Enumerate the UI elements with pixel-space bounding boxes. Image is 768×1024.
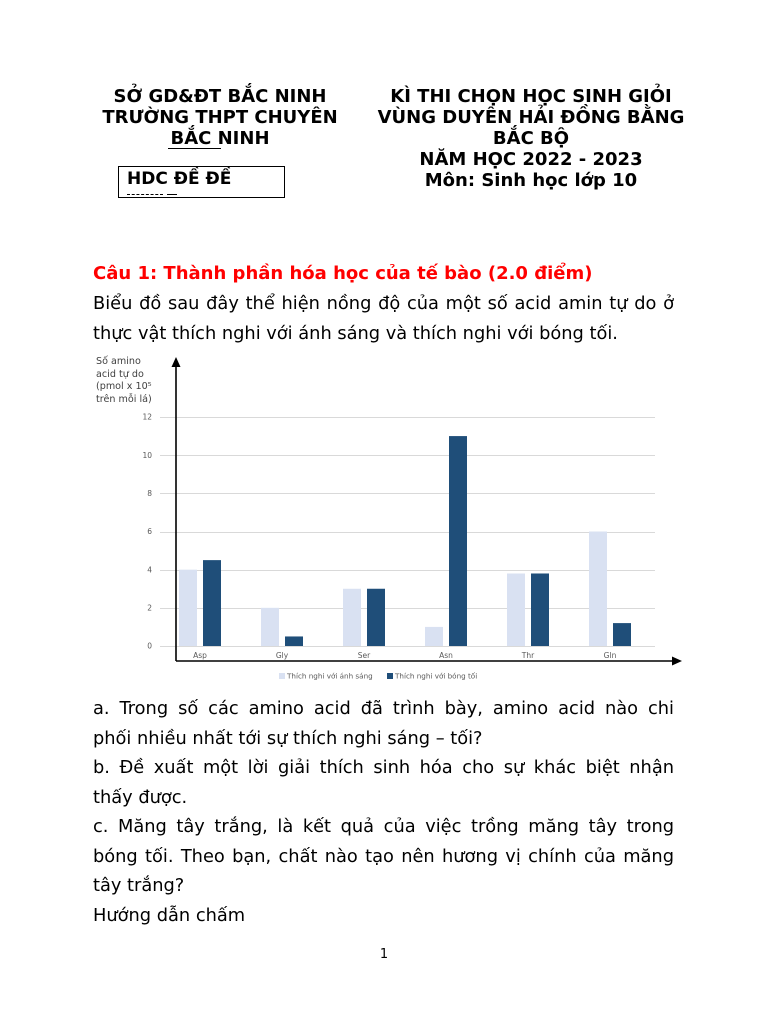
bar-gln-light-adapted	[589, 532, 607, 647]
exam-title-line-1: KÌ THI CHỌN HỌC SINH GIỎI	[390, 86, 672, 107]
y-tick-label: 12	[142, 412, 152, 422]
exam-title-line-2: VÙNG DUYÊN HẢI ĐỒNG BẰNG	[377, 107, 685, 128]
x-category-label: Asp	[193, 651, 207, 660]
part-a-line-2: phối nhiều nhất tới sự thích nghi sáng – tối?	[93, 727, 483, 749]
y-tick-label: 6	[147, 527, 152, 537]
y-tick-label: 2	[147, 603, 152, 613]
document-type-box	[118, 166, 285, 198]
bar-asn-dark-adapted	[449, 436, 467, 646]
part-b-line-1: b. Đề xuất một lời giải thích sinh hóa cho sự khác biệt nhận	[93, 757, 674, 778]
y-axis-label-line-3: (pmol x 10⁵	[96, 381, 152, 393]
part-a-line-1: a. Trong số các amino acid đã trình bày, amino acid nào chi	[93, 698, 674, 719]
school-year: NĂM HỌC 2022 - 2023	[419, 149, 643, 170]
bar-gln-dark-adapted	[613, 623, 631, 646]
question-parts	[93, 694, 674, 930]
part-c-line-1: c. Măng tây trắng, là kết quả của việc trồng măng tây trong	[93, 816, 674, 837]
y-tick-label: 8	[147, 488, 152, 498]
y-tick-label: 4	[147, 565, 152, 575]
grading-heading: Hướng dẫn chấm	[93, 904, 246, 926]
page-number: 1	[379, 947, 389, 962]
subject: Môn: Sinh học lớp 10	[424, 170, 638, 191]
exam-title-line-3: BẮC BỘ	[492, 128, 570, 149]
y-axis-arrowhead	[172, 357, 181, 367]
bar-thr-dark-adapted	[531, 573, 549, 646]
header-underline	[168, 148, 221, 149]
bar-gly-light-adapted	[261, 608, 279, 646]
chart-y-axis-label	[96, 356, 152, 407]
x-axis-arrowhead	[672, 657, 682, 666]
clipped-text-fragment	[167, 194, 177, 195]
x-category-label: Thr	[521, 651, 535, 660]
x-category-label: Asn	[439, 651, 453, 660]
bar-asn-light-adapted	[425, 627, 443, 646]
school-name-line-1: TRƯỜNG THPT CHUYÊN	[102, 107, 338, 128]
intro-line-1: Biểu đồ sau đây thể hiện nồng độ của một số acid amin tự do ở	[93, 293, 674, 314]
part-c-line-2: bóng tối. Theo bạn, chất nào tạo nên hương vị chính của măng	[93, 845, 674, 867]
header-left	[80, 86, 360, 149]
x-category-label: Gln	[603, 651, 617, 660]
bar-gly-dark-adapted	[285, 636, 303, 646]
y-axis-label-line-2: acid tự do	[96, 368, 144, 380]
x-category-label: Ser	[357, 651, 371, 660]
legend-label: Thích nghi với bóng tối	[395, 671, 478, 681]
bar-ser-light-adapted	[343, 589, 361, 646]
y-axis-label-line-1: Số amino	[96, 356, 141, 367]
department-name: SỞ GD&ĐT BẮC NINH	[113, 86, 327, 107]
x-category-label: Gly	[275, 651, 289, 660]
y-axis-label-line-4: trên mỗi lá)	[96, 394, 152, 406]
document-type-label: HDC ĐỀ ĐỀ	[127, 169, 232, 189]
legend-swatch-dark-adapted	[387, 673, 393, 679]
legend-swatch-light-adapted	[279, 673, 285, 679]
question-intro	[93, 289, 674, 349]
bar-asp-dark-adapted	[203, 560, 221, 646]
bar-thr-light-adapted	[507, 573, 525, 646]
bar-asp-light-adapted	[179, 570, 197, 646]
school-name-line-2: BẮC NINH	[170, 128, 270, 149]
y-tick-label: 10	[142, 450, 152, 460]
legend-label: Thích nghi với ánh sáng	[287, 671, 373, 681]
header-right	[361, 86, 701, 191]
part-b-line-2: thấy được.	[93, 786, 188, 808]
y-tick-label: 0	[147, 641, 152, 651]
intro-line-2: thực vật thích nghi với ánh sáng và thích nghi với bóng tối.	[93, 323, 618, 344]
bar-ser-dark-adapted	[367, 589, 385, 646]
clipped-text-fragment	[127, 194, 163, 195]
part-c-line-3: tây trắng?	[93, 875, 185, 896]
question-title: Câu 1: Thành phần hóa học của tế bào (2.0 điểm)	[93, 263, 593, 284]
